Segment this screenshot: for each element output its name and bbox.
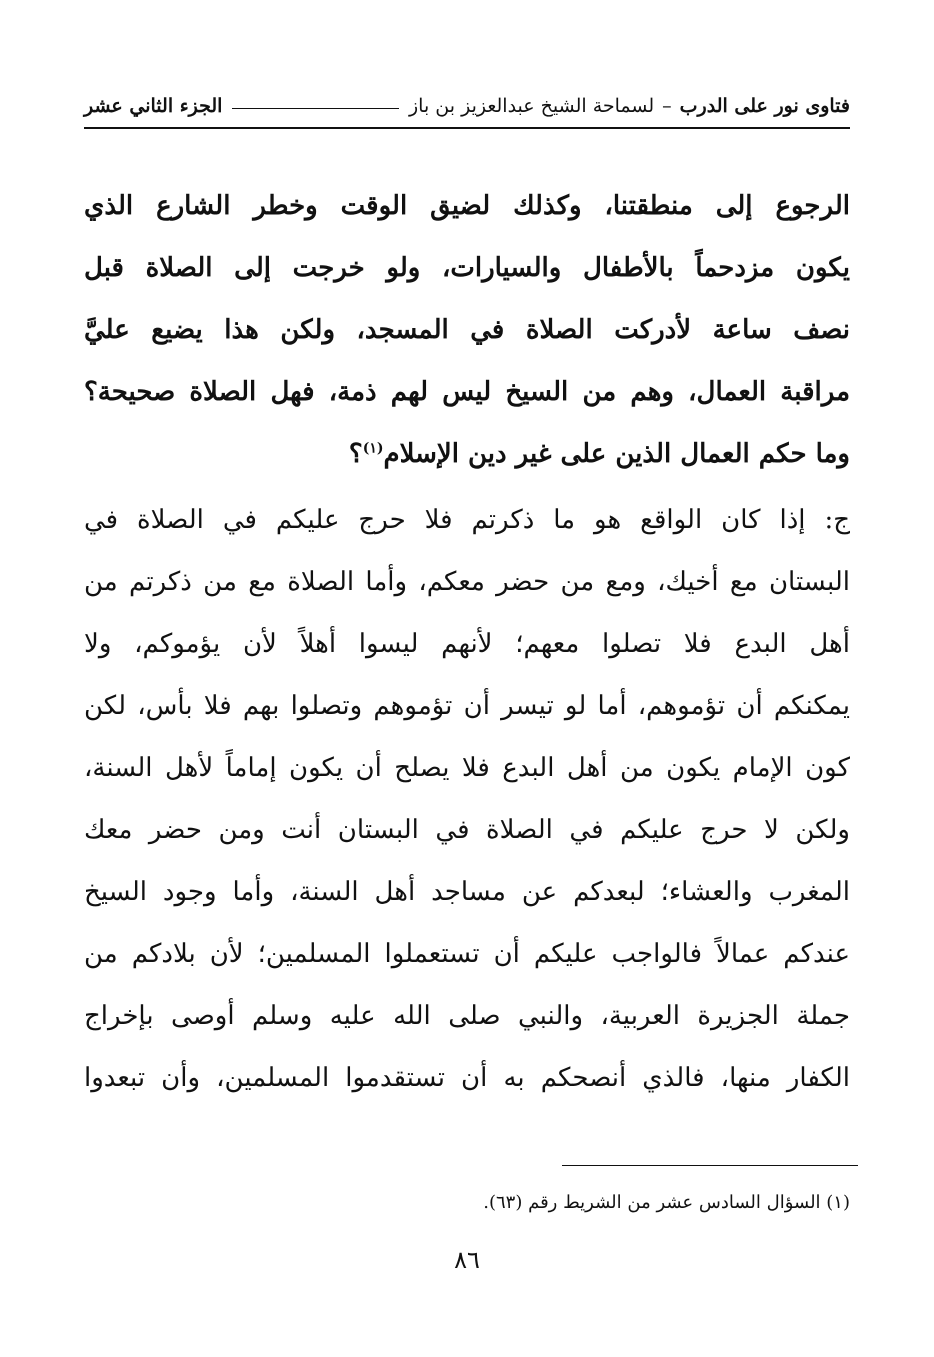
answer-line: كون الإمام يكون من أهل البدع فلا يصلح أن يكون إماماً لأهل السنة، (84, 753, 850, 783)
question-line: الرجوع إلى منطقتنا، وكذلك لضيق الوقت وخطر الشارع الذي (84, 191, 850, 221)
answer-line: ولكن لا حرج عليكم في الصلاة في البستان أنت ومن حضر معك (84, 815, 850, 845)
answer-paragraph (84, 489, 850, 1109)
footnote-reference: (١) (362, 440, 384, 457)
answer-line: البستان مع أخيك، ومع من حضر معكم، وأما الصلاة مع من ذكرتم من (84, 567, 850, 597)
question-mark: ؟ (348, 439, 363, 469)
answer-line: يمكنكم أن تؤموهم، أما لو تيسر أن تؤموهم وتصلوا بهم فلا بأس، لكن (84, 691, 850, 721)
header-separator: – (662, 95, 672, 117)
question-line: مراقبة العمال، وهم من السيخ ليس لهم ذمة، فهل الصلاة صحيحة؟ (84, 377, 850, 407)
question-last-line (84, 423, 850, 485)
author-name: لسماحة الشيخ عبدالعزيز بن باز (409, 95, 655, 117)
question-line: نصف ساعة لأدركت الصلاة في المسجد، ولكن هذا يضيع عليَّ (84, 315, 850, 345)
answer-line: الكفار منها، فالذي أنصحكم به أن تستقدموا المسلمين، وأن تبعدوا (84, 1063, 850, 1093)
header-dash-rule (232, 108, 399, 109)
answer-line: ج: إذا كان الواقع هو ما ذكرتم فلا حرج عليكم في الصلاة في (84, 505, 850, 535)
page-number: ٨٦ (454, 1246, 480, 1274)
answer-line: عندكم عمالاً فالواجب عليكم أن تستعملوا المسلمين؛ لأن بلادكم من (84, 939, 850, 969)
answer-line: المغرب والعشاء؛ لبعدكم عن مساجد أهل السنة، وأما وجود السيخ (84, 877, 850, 907)
question-line: يكون مزدحماً بالأطفال والسيارات، ولو خرجت إلى الصلاة قبل (84, 253, 850, 283)
footnote-separator (562, 1165, 858, 1166)
header-underline (84, 127, 850, 129)
footnote: (١) السؤال السادس عشر من الشريط رقم (٦٣). (483, 1192, 850, 1213)
volume-part: الجزء الثاني عشر (84, 95, 223, 117)
answer-line: أهل البدع فلا تصلوا معهم؛ لأنهم ليسوا أهلاً لأن يؤموكم، ولا (84, 629, 850, 659)
answer-line: جملة الجزيرة العربية، والنبي صلى الله عليه وسلم أوصى بإخراج (84, 1001, 850, 1031)
question-last-text: وما حكم العمال الذين على غير دين الإسلام (383, 439, 850, 469)
running-header (84, 88, 850, 124)
book-title: فتاوى نور على الدرب (679, 95, 850, 117)
question-paragraph (84, 175, 850, 485)
